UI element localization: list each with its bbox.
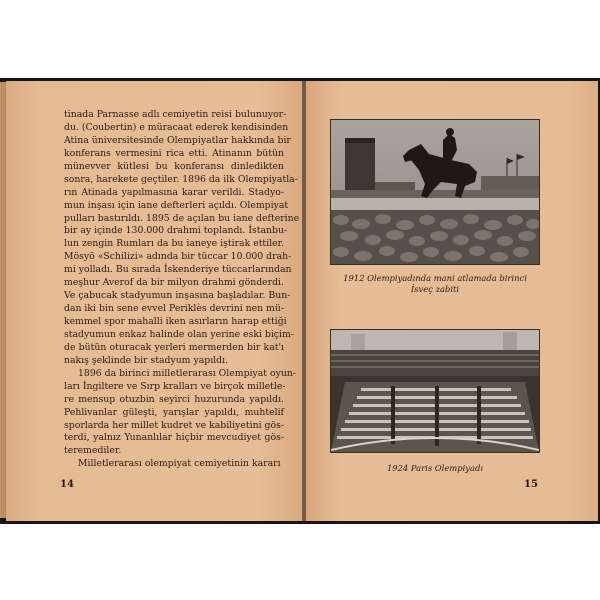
photo1-caption-line2: İsveç zabiti [410, 284, 460, 294]
right-page [306, 81, 598, 521]
text-line: Milletlerarası olempiyat cemiyetinin kararı [78, 458, 281, 470]
text-line: Mösyö «Schilizi» adında bir tüccar 10.000 drah- [64, 251, 292, 263]
text-line: pulları bastırıldı. 1895 de açılan bu iane defterine [64, 212, 300, 224]
text-line: terdi, yalnız Yunanlılar hiçbir mevcudiyet gös- [64, 432, 284, 444]
page-number-left: 14 [60, 479, 74, 490]
text-line: lun zengin Rumları da bu ianeye iştirak ettiler. [64, 238, 284, 250]
equestrian-illustration [331, 120, 539, 264]
open-book [0, 78, 600, 524]
stadium-illustration [331, 330, 539, 452]
photo1-caption [330, 273, 540, 295]
text-line: teremediler. [64, 445, 122, 457]
text-line: Atina üniversitesinde Olempiyatlar hakkında bir [64, 134, 291, 146]
left-page [6, 81, 302, 521]
text-line: 1896 da birinci milletlerarası Olempiyat oyun- [78, 367, 296, 379]
text-line: dan iki bin sene evvel Periklès devrini nen mü- [64, 303, 285, 315]
text-line: meşhur Averof da bir milyon drahmi gönderdi. [64, 277, 284, 289]
text-line: de bütün oturacak yerleri mermerden bir kat'ı [64, 341, 284, 353]
text-line: bir ay içinde 130.000 drahmi toplandı. İstanbu- [64, 225, 288, 237]
photo-paris-stadium [330, 329, 540, 453]
text-line: ları İngiltere ve Sırp kralları ve birçok milletle- [64, 380, 286, 392]
text-line: münevver kütlesi bu konferansı dinledikten [64, 160, 284, 172]
text-line: nakış şeklinde bir stadyum yapıldı. [64, 354, 229, 366]
text-line: re mensup otuzbin seyirci huzurunda yapıldı. [64, 393, 284, 405]
text-line: stadyumun enkaz halinde olan yerine eski biçim- [64, 328, 294, 340]
text-line: Pehlivanlar güleşti, yarışlar yapıldı, muhtelif [64, 406, 284, 418]
text-line: tinada Parnasse adlı cemiyetin reisi bulunuyor- [64, 109, 287, 120]
photo1-caption-line1: 1912 Olempiyadında mani atlamada birinci [343, 273, 527, 283]
text-line: mi yolladı. Bu sırada İskenderiye tüccarlarından [64, 264, 292, 276]
page-number-right: 15 [524, 479, 538, 490]
photo2-caption: 1924 Paris Olempiyadı [386, 463, 484, 473]
text-line: rın Atinada yapılmasına karar verildi. Stadyo- [64, 186, 284, 198]
text-line: konferans vermesini rica etti. Atinanın bütün [64, 147, 284, 159]
text-line: sonra, harekete geçtiler. 1896 da ilk Olempiyatla- [64, 173, 298, 185]
text-line: Ve çabucak stadyumun inşasına başladılar. Bun- [64, 290, 291, 302]
left-page-text [64, 109, 300, 471]
text-line: sporlarda her millet kudret ve kabiliyetini gös- [64, 419, 284, 431]
text-line: mun inşası için iane defterleri açıldı. Olempiyat [64, 199, 289, 211]
text-line: du. (Coubertin) e müracaat ederek kendisinden [64, 121, 289, 133]
photo-equestrian-jump [330, 119, 540, 265]
text-line: kemmel spor mahalli iken asırların harap ettiği [64, 316, 287, 327]
